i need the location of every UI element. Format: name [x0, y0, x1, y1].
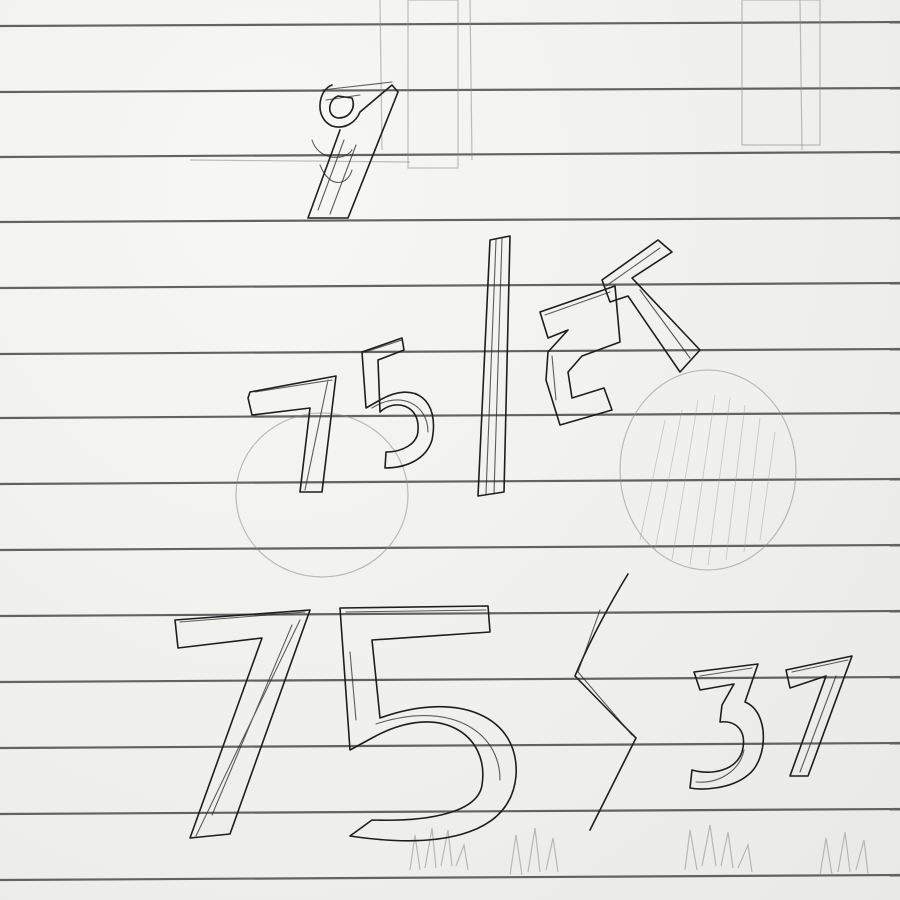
sketch-digit-nine — [308, 82, 398, 218]
sketch-middle-comparison — [248, 236, 700, 496]
ruled-lines — [0, 22, 900, 880]
